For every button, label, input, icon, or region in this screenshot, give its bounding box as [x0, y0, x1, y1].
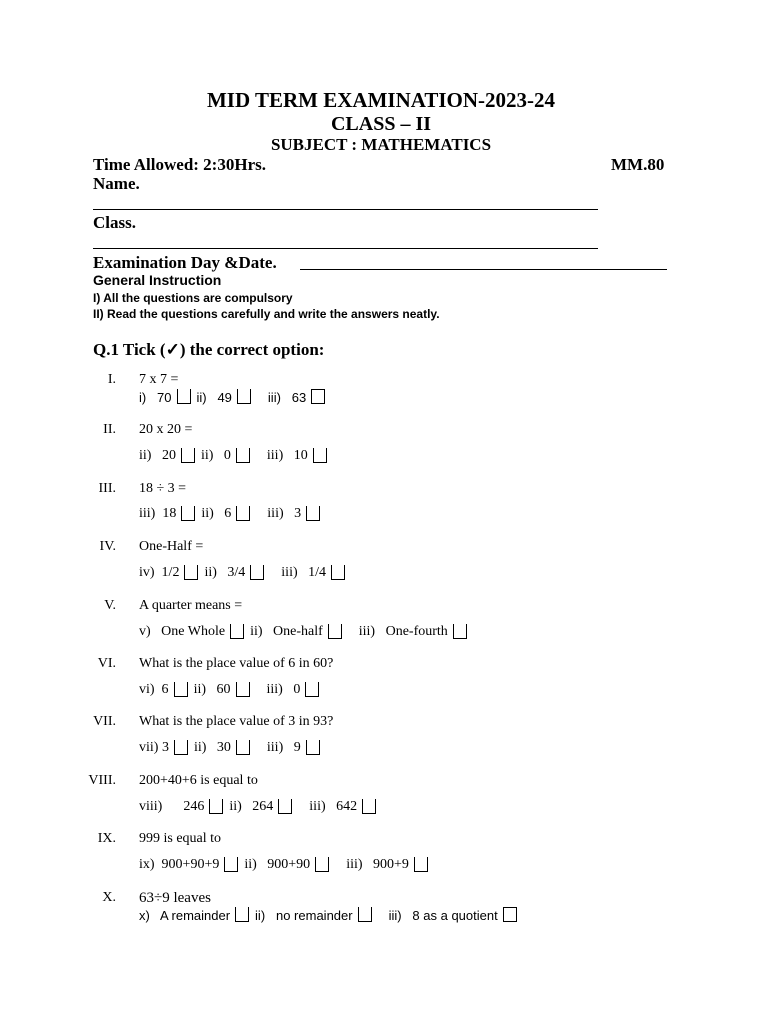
option-label: iii) 900+9 — [346, 857, 409, 872]
question-text: What is the place value of 3 in 93? — [139, 714, 334, 729]
option — [229, 799, 292, 815]
exam-title: MID TERM EXAMINATION-2023-24 — [206, 88, 556, 112]
question-number: II. — [103, 422, 116, 437]
question-text: 18 ÷ 3 = — [139, 481, 187, 496]
answer-checkbox[interactable] — [315, 857, 329, 872]
answer-checkbox[interactable] — [250, 565, 264, 580]
options-row — [139, 799, 376, 815]
option — [194, 740, 250, 756]
answer-checkbox[interactable] — [358, 907, 372, 922]
answer-checkbox[interactable] — [177, 389, 191, 404]
option-label: iii) 642 — [309, 799, 358, 814]
option-label: ii) 3/4 — [204, 565, 246, 580]
option — [255, 908, 372, 923]
question-number: IX. — [97, 831, 116, 846]
options-row — [139, 565, 345, 581]
question-text: 200+40+6 is equal to — [139, 773, 258, 788]
question-text: 63÷9 leaves — [139, 890, 211, 906]
question-number: VII. — [93, 714, 116, 729]
answer-checkbox[interactable] — [414, 857, 428, 872]
question-text: One-Half = — [139, 539, 204, 554]
answer-checkbox[interactable] — [236, 682, 250, 697]
question-number: I. — [107, 372, 116, 387]
option — [346, 857, 428, 873]
option-label: ii) 60 — [193, 682, 231, 697]
option — [139, 565, 198, 581]
option — [389, 908, 517, 923]
question-text: 20 x 20 = — [139, 422, 193, 437]
option-label: ii) 6 — [201, 506, 232, 521]
option-label: iii) 10 — [266, 448, 308, 463]
answer-checkbox[interactable] — [328, 624, 342, 639]
answer-checkbox[interactable] — [306, 740, 320, 755]
option — [267, 506, 320, 522]
option — [244, 857, 329, 873]
answer-checkbox[interactable] — [209, 799, 223, 814]
question-text: 7 x 7 = — [139, 372, 179, 387]
class-label: Class. — [93, 213, 136, 232]
option — [139, 857, 238, 873]
option-label: iii) 1/4 — [281, 565, 327, 580]
time-allowed: Time Allowed: 2:30Hrs. — [93, 155, 266, 174]
option — [139, 448, 195, 464]
instructions-heading: General Instruction — [93, 272, 222, 288]
answer-checkbox[interactable] — [305, 682, 319, 697]
answer-checkbox[interactable] — [174, 740, 188, 755]
answer-checkbox[interactable] — [313, 448, 327, 463]
option-label: vi) 6 — [139, 682, 169, 697]
option — [267, 682, 320, 698]
answer-checkbox[interactable] — [237, 389, 251, 404]
option-label: ix) 900+90+9 — [139, 857, 220, 872]
option-label: ii) 264 — [229, 799, 274, 814]
option-label: x) A remainder — [139, 908, 231, 923]
options-row — [139, 857, 428, 873]
option-label: iv) 1/2 — [139, 565, 180, 580]
option — [359, 624, 467, 640]
question-text: What is the place value of 6 in 60? — [139, 656, 334, 671]
option-label: ii) 49 — [196, 390, 232, 405]
question-number: X. — [102, 890, 116, 905]
option-label: iii) 18 — [139, 506, 177, 521]
option-label: iii) 9 — [266, 740, 301, 755]
option-label: ii) no remainder — [255, 908, 353, 923]
answer-checkbox[interactable] — [236, 448, 250, 463]
option — [267, 740, 320, 756]
option-label: ii) 30 — [193, 740, 231, 755]
answer-checkbox[interactable] — [236, 506, 250, 521]
option-label: i) 70 — [139, 390, 172, 405]
answer-checkbox[interactable] — [184, 565, 198, 580]
option — [139, 908, 249, 923]
answer-checkbox[interactable] — [453, 624, 467, 639]
question-text: 999 is equal to — [139, 831, 222, 846]
options-row — [139, 390, 325, 405]
answer-checkbox[interactable] — [278, 799, 292, 814]
option-label: ii) 20 — [139, 448, 176, 463]
option — [139, 682, 188, 698]
option — [197, 390, 251, 405]
answer-checkbox[interactable] — [503, 907, 517, 922]
name-blank-line — [93, 209, 598, 210]
answer-checkbox[interactable] — [311, 389, 325, 404]
options-row — [139, 908, 517, 923]
answer-checkbox[interactable] — [224, 857, 238, 872]
options-row — [139, 448, 327, 464]
option-label: iii) One-fourth — [358, 624, 448, 639]
answer-checkbox[interactable] — [362, 799, 376, 814]
answer-checkbox[interactable] — [181, 448, 195, 463]
option — [281, 565, 345, 581]
option — [201, 506, 250, 522]
question-number: VI. — [97, 656, 116, 671]
option — [268, 390, 325, 405]
option-label: iii) 3 — [267, 506, 302, 521]
option — [139, 624, 244, 640]
option — [201, 448, 250, 464]
option — [194, 682, 250, 698]
option-label: iii) 0 — [266, 682, 301, 697]
option-label: ii) One-half — [250, 624, 323, 639]
question-number: VIII. — [88, 773, 116, 788]
option — [250, 624, 342, 640]
option-label: iii) 8 as a quotient — [388, 908, 498, 923]
option-label: ii) 900+90 — [244, 857, 311, 872]
name-label: Name. — [93, 174, 140, 193]
section-title: Q.1 Tick (✓) the correct option: — [93, 340, 325, 359]
exam-day-blank-line — [300, 269, 667, 270]
answer-checkbox[interactable] — [174, 682, 188, 697]
question-number: V. — [104, 598, 116, 613]
exam-day-label: Examination Day &Date. — [93, 253, 277, 272]
subject-heading: SUBJECT : MATHEMATICS — [270, 135, 492, 154]
question-number: III. — [98, 481, 116, 496]
option — [267, 448, 327, 464]
instruction-item: I) All the questions are compulsory — [93, 291, 293, 305]
option — [139, 740, 188, 756]
max-marks: MM.80 — [611, 155, 665, 174]
option — [309, 799, 376, 815]
class-heading: CLASS – II — [330, 113, 432, 135]
options-row — [139, 506, 320, 522]
option-label: ii) 0 — [200, 448, 231, 463]
class-blank-line — [93, 248, 598, 249]
option — [139, 506, 195, 522]
option-label: viii) 246 — [139, 799, 205, 814]
options-row — [139, 682, 319, 698]
option — [139, 799, 223, 815]
answer-checkbox[interactable] — [181, 506, 195, 521]
options-row — [139, 624, 467, 640]
option — [204, 565, 264, 581]
question-number: IV. — [99, 539, 116, 554]
option — [139, 390, 191, 405]
answer-checkbox[interactable] — [236, 740, 250, 755]
question-text: A quarter means = — [139, 598, 243, 613]
instruction-item: II) Read the questions carefully and write the answers neatly. — [93, 307, 440, 321]
answer-checkbox[interactable] — [306, 506, 320, 521]
answer-checkbox[interactable] — [331, 565, 345, 580]
answer-checkbox[interactable] — [230, 624, 244, 639]
options-row — [139, 740, 320, 756]
option-label: vii) 3 — [139, 740, 169, 755]
option-label: iii) 63 — [267, 390, 307, 405]
answer-checkbox[interactable] — [235, 907, 249, 922]
option-label: v) One Whole — [139, 624, 226, 639]
